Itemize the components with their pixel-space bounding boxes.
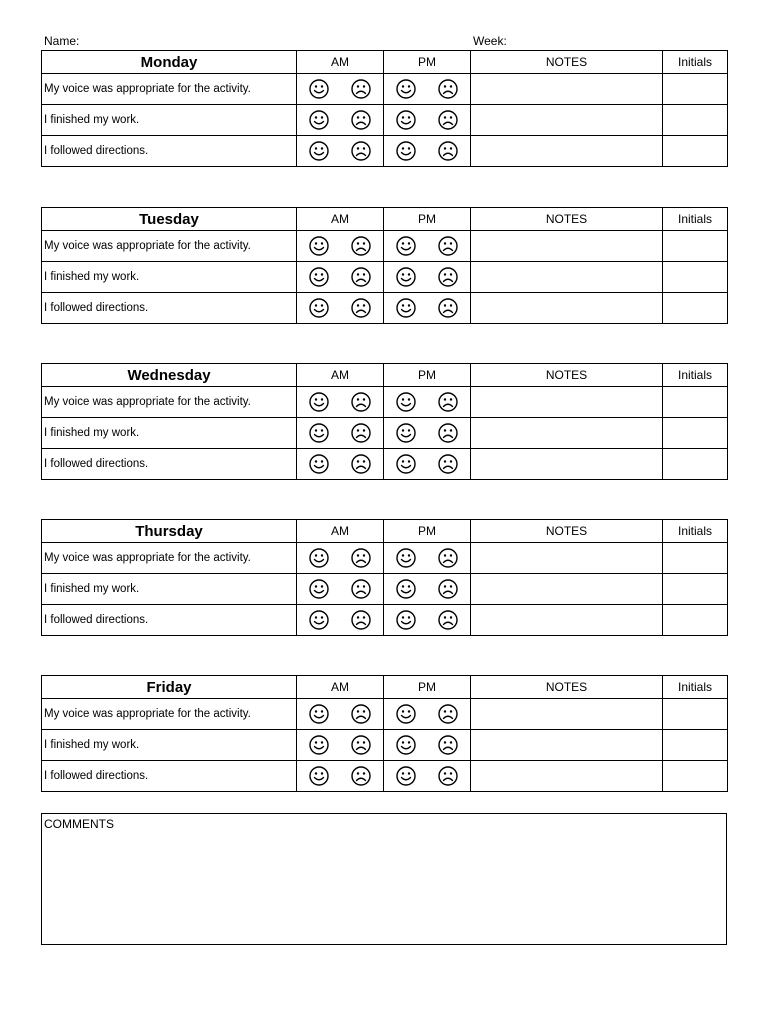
am-header: AM xyxy=(297,520,384,543)
notes-cell[interactable] xyxy=(471,543,663,574)
behavior-label: I finished my work. xyxy=(42,574,297,605)
behavior-label: My voice was appropriate for the activity. xyxy=(42,74,297,105)
day-name: Wednesday xyxy=(42,364,297,387)
table-row xyxy=(42,574,728,605)
am-header: AM xyxy=(297,51,384,74)
smiley-face-icon[interactable] xyxy=(395,235,417,257)
frowny-face-icon[interactable] xyxy=(350,609,372,631)
initials-cell[interactable] xyxy=(663,699,728,730)
day-table-1 xyxy=(41,207,728,324)
am-faces-cell[interactable] xyxy=(297,262,384,293)
day-name: Friday xyxy=(42,676,297,699)
behavior-label: I finished my work. xyxy=(42,105,297,136)
initials-cell[interactable] xyxy=(663,449,728,480)
pm-faces-cell[interactable] xyxy=(384,387,471,418)
am-faces-cell[interactable] xyxy=(297,231,384,262)
pm-faces-cell[interactable] xyxy=(384,449,471,480)
behavior-label: I finished my work. xyxy=(42,730,297,761)
pm-header: PM xyxy=(384,51,471,74)
name-label: Name: xyxy=(44,34,80,48)
notes-cell[interactable] xyxy=(471,387,663,418)
initials-cell[interactable] xyxy=(663,293,728,324)
table-row xyxy=(42,761,728,792)
notes-header: NOTES xyxy=(471,520,663,543)
frowny-face-icon[interactable] xyxy=(437,140,459,162)
am-header: AM xyxy=(297,676,384,699)
notes-cell[interactable] xyxy=(471,730,663,761)
smiley-face-icon[interactable] xyxy=(308,78,330,100)
notes-cell[interactable] xyxy=(471,293,663,324)
smiley-face-icon[interactable] xyxy=(395,422,417,444)
comments-label: COMMENTS xyxy=(44,817,114,831)
smiley-face-icon[interactable] xyxy=(308,734,330,756)
table-row xyxy=(42,605,728,636)
table-header-row xyxy=(42,520,728,543)
am-header: AM xyxy=(297,208,384,231)
notes-header: NOTES xyxy=(471,208,663,231)
smiley-face-icon[interactable] xyxy=(395,703,417,725)
am-faces-cell[interactable] xyxy=(297,105,384,136)
am-header: AM xyxy=(297,364,384,387)
behavior-label: My voice was appropriate for the activity. xyxy=(42,387,297,418)
table-row xyxy=(42,262,728,293)
frowny-face-icon[interactable] xyxy=(350,140,372,162)
pm-header: PM xyxy=(384,208,471,231)
frowny-face-icon[interactable] xyxy=(350,266,372,288)
smiley-face-icon[interactable] xyxy=(308,547,330,569)
notes-cell[interactable] xyxy=(471,699,663,730)
week-label: Week: xyxy=(473,34,507,48)
pm-faces-cell[interactable] xyxy=(384,293,471,324)
initials-cell[interactable] xyxy=(663,574,728,605)
table-header-row xyxy=(42,51,728,74)
smiley-face-icon[interactable] xyxy=(395,297,417,319)
behavior-label: I followed directions. xyxy=(42,605,297,636)
frowny-face-icon[interactable] xyxy=(350,78,372,100)
am-faces-cell[interactable] xyxy=(297,418,384,449)
notes-cell[interactable] xyxy=(471,761,663,792)
initials-cell[interactable] xyxy=(663,105,728,136)
am-faces-cell[interactable] xyxy=(297,699,384,730)
am-faces-cell[interactable] xyxy=(297,293,384,324)
table-row xyxy=(42,449,728,480)
frowny-face-icon[interactable] xyxy=(350,547,372,569)
initials-header: Initials xyxy=(663,208,728,231)
frowny-face-icon[interactable] xyxy=(350,235,372,257)
am-faces-cell[interactable] xyxy=(297,449,384,480)
smiley-face-icon[interactable] xyxy=(395,609,417,631)
am-faces-cell[interactable] xyxy=(297,74,384,105)
pm-header: PM xyxy=(384,364,471,387)
frowny-face-icon[interactable] xyxy=(437,734,459,756)
am-faces-cell[interactable] xyxy=(297,136,384,167)
behavior-label: I finished my work. xyxy=(42,418,297,449)
comments-box[interactable] xyxy=(41,813,727,945)
behavior-label: I finished my work. xyxy=(42,262,297,293)
smiley-face-icon[interactable] xyxy=(308,109,330,131)
am-faces-cell[interactable] xyxy=(297,543,384,574)
day-table-2 xyxy=(41,363,728,480)
table-row xyxy=(42,136,728,167)
table-row xyxy=(42,293,728,324)
table-row xyxy=(42,74,728,105)
pm-faces-cell[interactable] xyxy=(384,418,471,449)
pm-faces-cell[interactable] xyxy=(384,231,471,262)
frowny-face-icon[interactable] xyxy=(437,235,459,257)
notes-cell[interactable] xyxy=(471,105,663,136)
smiley-face-icon[interactable] xyxy=(395,266,417,288)
initials-cell[interactable] xyxy=(663,136,728,167)
smiley-face-icon[interactable] xyxy=(395,578,417,600)
initials-header: Initials xyxy=(663,676,728,699)
initials-header: Initials xyxy=(663,364,728,387)
initials-cell[interactable] xyxy=(663,231,728,262)
table-row xyxy=(42,231,728,262)
table-row xyxy=(42,699,728,730)
smiley-face-icon[interactable] xyxy=(308,391,330,413)
behavior-label: My voice was appropriate for the activity. xyxy=(42,231,297,262)
frowny-face-icon[interactable] xyxy=(437,109,459,131)
smiley-face-icon[interactable] xyxy=(308,453,330,475)
smiley-face-icon[interactable] xyxy=(308,297,330,319)
notes-cell[interactable] xyxy=(471,231,663,262)
pm-faces-cell[interactable] xyxy=(384,730,471,761)
notes-cell[interactable] xyxy=(471,574,663,605)
day-table-3 xyxy=(41,519,728,636)
day-table-4 xyxy=(41,675,728,792)
pm-faces-cell[interactable] xyxy=(384,574,471,605)
smiley-face-icon[interactable] xyxy=(395,78,417,100)
notes-header: NOTES xyxy=(471,364,663,387)
behavior-label: I followed directions. xyxy=(42,449,297,480)
initials-cell[interactable] xyxy=(663,543,728,574)
frowny-face-icon[interactable] xyxy=(437,391,459,413)
table-row xyxy=(42,387,728,418)
smiley-face-icon[interactable] xyxy=(395,109,417,131)
initials-cell[interactable] xyxy=(663,418,728,449)
smiley-face-icon[interactable] xyxy=(395,765,417,787)
frowny-face-icon[interactable] xyxy=(437,609,459,631)
smiley-face-icon[interactable] xyxy=(308,140,330,162)
notes-cell[interactable] xyxy=(471,449,663,480)
am-faces-cell[interactable] xyxy=(297,387,384,418)
am-faces-cell[interactable] xyxy=(297,574,384,605)
am-faces-cell[interactable] xyxy=(297,605,384,636)
initials-cell[interactable] xyxy=(663,387,728,418)
smiley-face-icon[interactable] xyxy=(395,734,417,756)
frowny-face-icon[interactable] xyxy=(437,578,459,600)
frowny-face-icon[interactable] xyxy=(437,78,459,100)
initials-cell[interactable] xyxy=(663,761,728,792)
notes-cell[interactable] xyxy=(471,418,663,449)
initials-header: Initials xyxy=(663,51,728,74)
frowny-face-icon[interactable] xyxy=(350,109,372,131)
initials-cell[interactable] xyxy=(663,74,728,105)
day-name: Thursday xyxy=(42,520,297,543)
smiley-face-icon[interactable] xyxy=(308,609,330,631)
pm-faces-cell[interactable] xyxy=(384,605,471,636)
notes-cell[interactable] xyxy=(471,136,663,167)
table-header-row xyxy=(42,364,728,387)
frowny-face-icon[interactable] xyxy=(350,734,372,756)
smiley-face-icon[interactable] xyxy=(395,547,417,569)
frowny-face-icon[interactable] xyxy=(350,578,372,600)
initials-header: Initials xyxy=(663,520,728,543)
smiley-face-icon[interactable] xyxy=(308,266,330,288)
pm-faces-cell[interactable] xyxy=(384,699,471,730)
day-name: Monday xyxy=(42,51,297,74)
day-name: Tuesday xyxy=(42,208,297,231)
smiley-face-icon[interactable] xyxy=(395,140,417,162)
pm-faces-cell[interactable] xyxy=(384,262,471,293)
table-row xyxy=(42,543,728,574)
frowny-face-icon[interactable] xyxy=(437,547,459,569)
smiley-face-icon[interactable] xyxy=(395,391,417,413)
table-row xyxy=(42,105,728,136)
behavior-label: My voice was appropriate for the activity. xyxy=(42,699,297,730)
behavior-label: I followed directions. xyxy=(42,136,297,167)
initials-cell[interactable] xyxy=(663,605,728,636)
table-header-row xyxy=(42,676,728,699)
frowny-face-icon[interactable] xyxy=(437,266,459,288)
smiley-face-icon[interactable] xyxy=(308,765,330,787)
frowny-face-icon[interactable] xyxy=(350,703,372,725)
frowny-face-icon[interactable] xyxy=(350,453,372,475)
frowny-face-icon[interactable] xyxy=(437,765,459,787)
frowny-face-icon[interactable] xyxy=(350,765,372,787)
notes-cell[interactable] xyxy=(471,605,663,636)
frowny-face-icon[interactable] xyxy=(437,703,459,725)
pm-faces-cell[interactable] xyxy=(384,105,471,136)
frowny-face-icon[interactable] xyxy=(350,297,372,319)
table-row xyxy=(42,730,728,761)
frowny-face-icon[interactable] xyxy=(350,391,372,413)
frowny-face-icon[interactable] xyxy=(437,422,459,444)
notes-header: NOTES xyxy=(471,676,663,699)
pm-faces-cell[interactable] xyxy=(384,136,471,167)
pm-header: PM xyxy=(384,520,471,543)
frowny-face-icon[interactable] xyxy=(437,297,459,319)
smiley-face-icon[interactable] xyxy=(395,453,417,475)
smiley-face-icon[interactable] xyxy=(308,422,330,444)
frowny-face-icon[interactable] xyxy=(350,422,372,444)
pm-faces-cell[interactable] xyxy=(384,543,471,574)
smiley-face-icon[interactable] xyxy=(308,703,330,725)
pm-faces-cell[interactable] xyxy=(384,74,471,105)
pm-faces-cell[interactable] xyxy=(384,761,471,792)
behavior-label: I followed directions. xyxy=(42,293,297,324)
notes-header: NOTES xyxy=(471,51,663,74)
table-row xyxy=(42,418,728,449)
smiley-face-icon[interactable] xyxy=(308,235,330,257)
behavior-label: My voice was appropriate for the activity. xyxy=(42,543,297,574)
notes-cell[interactable] xyxy=(471,262,663,293)
behavior-label: I followed directions. xyxy=(42,761,297,792)
day-table-0 xyxy=(41,50,728,167)
smiley-face-icon[interactable] xyxy=(308,578,330,600)
initials-cell[interactable] xyxy=(663,262,728,293)
table-header-row xyxy=(42,208,728,231)
frowny-face-icon[interactable] xyxy=(437,453,459,475)
pm-header: PM xyxy=(384,676,471,699)
am-faces-cell[interactable] xyxy=(297,761,384,792)
am-faces-cell[interactable] xyxy=(297,730,384,761)
notes-cell[interactable] xyxy=(471,74,663,105)
initials-cell[interactable] xyxy=(663,730,728,761)
